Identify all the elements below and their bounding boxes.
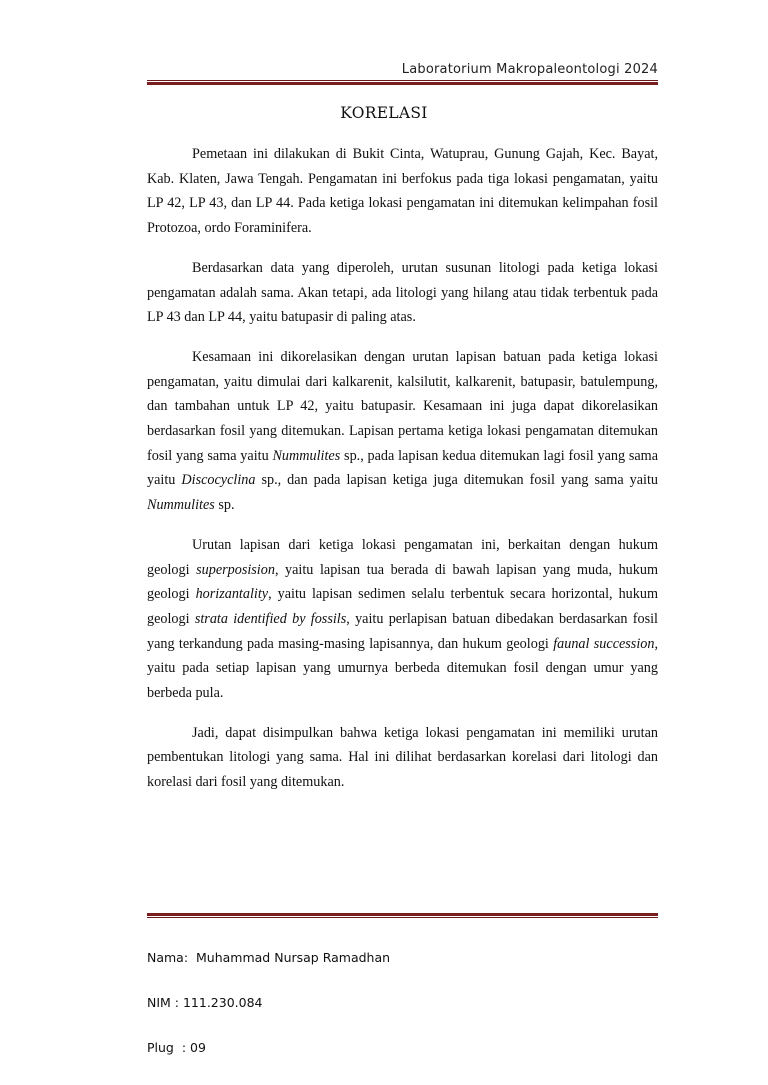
paragraph-4-text-4: , yaitu perlapisan batuan dibedakan berdasarkan fosil yang terkandung pada masing-masing lapisannya, dan hukum geologi (147, 610, 659, 652)
fossil-name-discocyclina: Discocyclina (181, 472, 256, 489)
paragraph-3-text-1: Kesamaan ini dikorelasikan dengan urutan lapisan batuan pada ketiga lokasi pengamatan, yaitu dimulai dari kalkarenit, kalsilutit, kalkarenit, batupasir, batulempung, dan tambahan untuk LP 42, yaitu batupasir. Kesamaan ini juga dapat dikorelasikan berdasarkan fosil yang ditemukan. Lapisan pertama ketiga lokasi pengamatan ditemukan fosil yang sama yaitu (147, 348, 658, 464)
paragraph-4-text-5: , yaitu pada setiap lapisan yang umurnya berbeda ditemukan fosil dengan umur yang berbeda pula. (147, 635, 659, 702)
paragraph-3-text-2: sp., pada lapisan kedua ditemukan lagi fosil yang sama yaitu (147, 447, 658, 489)
paragraph-3-text-3: sp., dan pada lapisan ketiga juga ditemukan fosil yang sama yaitu (255, 472, 659, 489)
header-lab-title: Laboratorium Makropaleontologi 2024 (401, 62, 658, 77)
law-superposition: superposision (196, 561, 275, 578)
footer-nim: NIM : 111.230.084 (147, 995, 263, 1010)
paragraph-5: Jadi, dapat disimpulkan bahwa ketiga lokasi pengamatan ini memiliki urutan pembentukan litologi yang sama. Hal ini dilihat berdasarkan korelasi dari litologi dan korelasi dari fosil yang ditemukan. (147, 724, 658, 791)
footer-rule-thick (147, 913, 658, 916)
header-rule-thin (147, 80, 658, 81)
paragraph-4-text-3: , yaitu lapisan sedimen selalu terbentuk secara horizontal, hukum geologi (147, 586, 658, 627)
footer-name: Nama: Muhammad Nursap Ramadhan (147, 950, 391, 965)
paragraph-3 (147, 345, 658, 518)
document-body (147, 142, 658, 810)
fossil-name-nummulites-2: Nummulites (147, 497, 215, 514)
footer-rule-thin (147, 917, 658, 918)
footer-plug: Plug : 09 (147, 1040, 206, 1055)
page-title: KORELASI (340, 104, 428, 122)
paragraph-3-text-4: sp. (214, 497, 235, 514)
paragraph-4 (147, 533, 658, 706)
footer-info (147, 920, 390, 1085)
footer-rule (147, 913, 658, 918)
law-horizontality: horizantality (195, 586, 269, 603)
header-rule (147, 80, 658, 85)
header-rule-thick (147, 82, 658, 85)
law-faunal-succession: faunal succession (553, 635, 655, 652)
paragraph-4-text-2: , yaitu lapisan tua berada di bawah lapisan yang muda, hukum geologi (147, 561, 658, 603)
paragraph-2: Berdasarkan data yang diperoleh, urutan susunan litologi pada ketiga lokasi pengamatan adalah sama. Akan tetapi, ada litologi yang hilang atau tidak terbentuk pada LP 43 dan LP 44, yaitu batupasir di paling atas. (147, 259, 658, 326)
law-strata-identified: strata identified by fossils (194, 610, 347, 627)
paragraph-1: Pemetaan ini dilakukan di Bukit Cinta, Watuprau, Gunung Gajah, Kec. Bayat, Kab. Klaten, Jawa Tengah. Pengamatan ini berfokus pada tiga lokasi pengamatan, yaitu LP 42, LP 43, dan LP 44. Pada ketiga lokasi pengamatan ini ditemukan kelimpahan fosil Protozoa, ordo Foraminifera. (147, 146, 658, 237)
paragraph-4-text-1: Urutan lapisan dari ketiga lokasi pengamatan ini, berkaitan dengan hukum geologi (147, 536, 658, 578)
fossil-name-nummulites: Nummulites (272, 447, 341, 464)
